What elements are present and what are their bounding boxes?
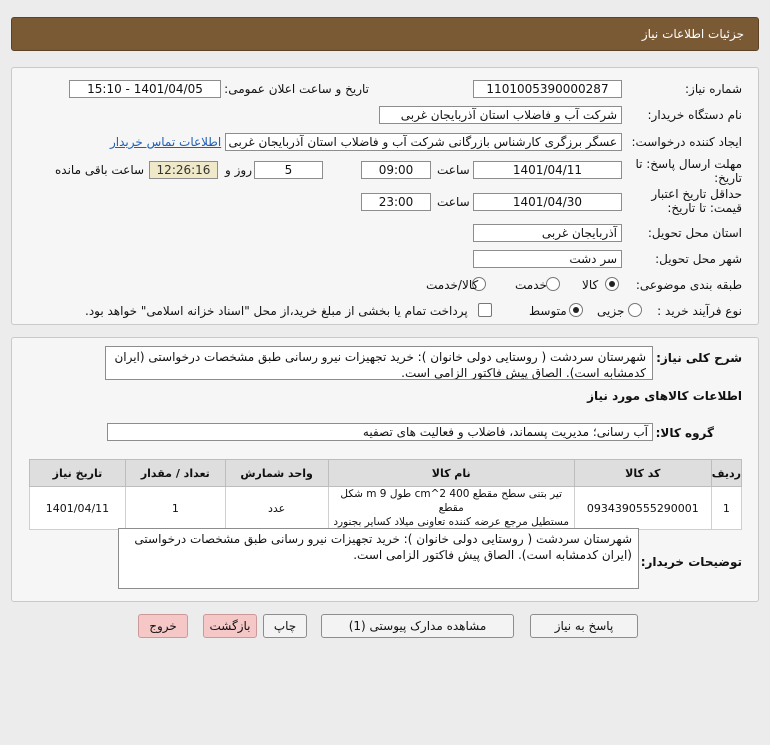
treasury-payment-checkbox[interactable] <box>478 303 492 317</box>
validity-time-label: ساعت <box>437 195 470 209</box>
col-name: نام کالا <box>328 460 574 487</box>
deadline-label: مهلت ارسال پاسخ: تا <box>635 157 742 171</box>
process-minor-radio[interactable] <box>628 303 642 317</box>
category-service-label: خدمت <box>515 278 547 292</box>
exit-button[interactable]: خروج <box>138 614 188 638</box>
creator-field[interactable]: عسگر برزگری کارشناس بازرگانی شرکت آب و فاضلاب استان آذربایجان غربی <box>225 133 622 151</box>
goods-group-field[interactable]: آب رسانی؛ مدیریت پسماند، فاضلاب و فعالیت های تصفیه <box>107 423 653 441</box>
announce-label: تاریخ و ساعت اعلان عمومی: <box>224 82 369 96</box>
col-unit: واحد شمارش <box>225 460 328 487</box>
category-service-radio[interactable] <box>546 277 560 291</box>
attachments-button[interactable]: مشاهده مدارک پیوستی (1) <box>321 614 514 638</box>
description-label: شرح کلی نیاز: <box>656 351 742 365</box>
goods-table-header <box>30 460 742 487</box>
print-button[interactable]: چاپ <box>263 614 307 638</box>
page-header <box>11 17 759 51</box>
province-label: استان محل تحویل: <box>647 226 742 240</box>
province-field[interactable]: آذربایجان غربی <box>473 224 622 242</box>
city-label: شهر محل تحویل: <box>655 252 742 266</box>
process-medium-label: متوسط <box>529 304 567 318</box>
col-date: تاریخ نیاز <box>30 460 126 487</box>
days-label: روز و <box>225 163 252 177</box>
category-goods-radio[interactable] <box>605 277 619 291</box>
city-field[interactable]: سر دشت <box>473 250 622 268</box>
buyer-contact-link[interactable]: اطلاعات تماس خریدار <box>110 135 222 149</box>
deadline-time-field[interactable]: 09:00 <box>361 161 431 179</box>
category-label: طبقه بندی موضوعی: <box>635 278 742 292</box>
deadline-time-label: ساعت <box>437 163 470 177</box>
deadline-label-date: تاریخ: <box>714 171 742 185</box>
deadline-date-field[interactable]: 1401/04/11 <box>473 161 622 179</box>
row-name-line1: تیر بتنی سطح مقطع 400 cm^2 طول m 9 شکل مقطع <box>340 488 563 514</box>
category-goods-label: کالا <box>582 278 599 292</box>
goods-section-title: اطلاعات کالاهای مورد نیاز <box>587 389 742 403</box>
table-row[interactable] <box>30 487 742 530</box>
remaining-time-field: 12:26:16 <box>149 161 218 179</box>
buyer-notes-label: توضیحات خریدار: <box>640 555 742 569</box>
goods-table <box>29 459 742 530</box>
validity-date-field[interactable]: 1401/04/30 <box>473 193 622 211</box>
page-title: جزئیات اطلاعات نیاز <box>641 27 744 41</box>
row-code: 0934390555290001 <box>574 487 711 530</box>
reply-button[interactable]: پاسخ به نیاز <box>530 614 638 638</box>
process-label: نوع فرآیند خرید : <box>657 304 742 318</box>
buyer-notes-text: شهرستان سردشت ( روستایی دولی خانوان ): خرید تجهیزات نیرو رسانی طبق مشخصات درخواستی (ایران کدمشابه است). الصاق پیش فاکتور الزامی است. <box>118 528 639 589</box>
process-minor-label: جزیی <box>597 304 625 318</box>
row-qty: 1 <box>125 487 225 530</box>
col-code: کد کالا <box>574 460 711 487</box>
row-unit: عدد <box>225 487 328 530</box>
remaining-days-field[interactable]: 5 <box>254 161 323 179</box>
process-medium-radio[interactable] <box>569 303 583 317</box>
validity-time-field[interactable]: 23:00 <box>361 193 431 211</box>
creator-label: ایجاد کننده درخواست: <box>631 135 742 149</box>
buyer-field[interactable]: شرکت آب و فاضلاب استان آذربایجان غربی <box>379 106 622 124</box>
need-number-field[interactable]: 1101005390000287 <box>473 80 622 98</box>
goods-group-label: گروه کالا: <box>655 426 714 440</box>
validity-label-date: قیمت: تا تاریخ: <box>667 201 742 215</box>
treasury-payment-note: پرداخت تمام یا بخشی از مبلغ خرید،از محل "اسناد خزانه اسلامی" خواهد بود. <box>85 304 468 318</box>
row-index: 1 <box>711 487 741 530</box>
row-date: 1401/04/11 <box>30 487 126 530</box>
description-text: شهرستان سردشت ( روستایی دولی خانوان ): خرید تجهیزات نیرو رسانی طبق مشخصات درخواستی (ایران کدمشابه است). الصاق پیش فاکتور الزامی است. <box>105 346 653 380</box>
validity-label: حداقل تاریخ اعتبار <box>651 187 742 201</box>
col-index: ردیف <box>711 460 741 487</box>
announce-field[interactable]: 1401/04/05 - 15:10 <box>69 80 221 98</box>
back-button[interactable]: بازگشت <box>203 614 257 638</box>
need-number-label: شماره نیاز: <box>685 82 742 96</box>
row-name-line2: مستطیل مرجع عرضه کننده تعاونی میلاد کسایر بجنورد <box>333 516 570 528</box>
row-name <box>328 487 574 530</box>
remaining-label: ساعت باقی مانده <box>55 163 145 177</box>
col-qty: تعداد / مقدار <box>125 460 225 487</box>
buyer-label: نام دستگاه خریدار: <box>647 108 742 122</box>
category-both-label: کالا/خدمت <box>426 278 479 292</box>
